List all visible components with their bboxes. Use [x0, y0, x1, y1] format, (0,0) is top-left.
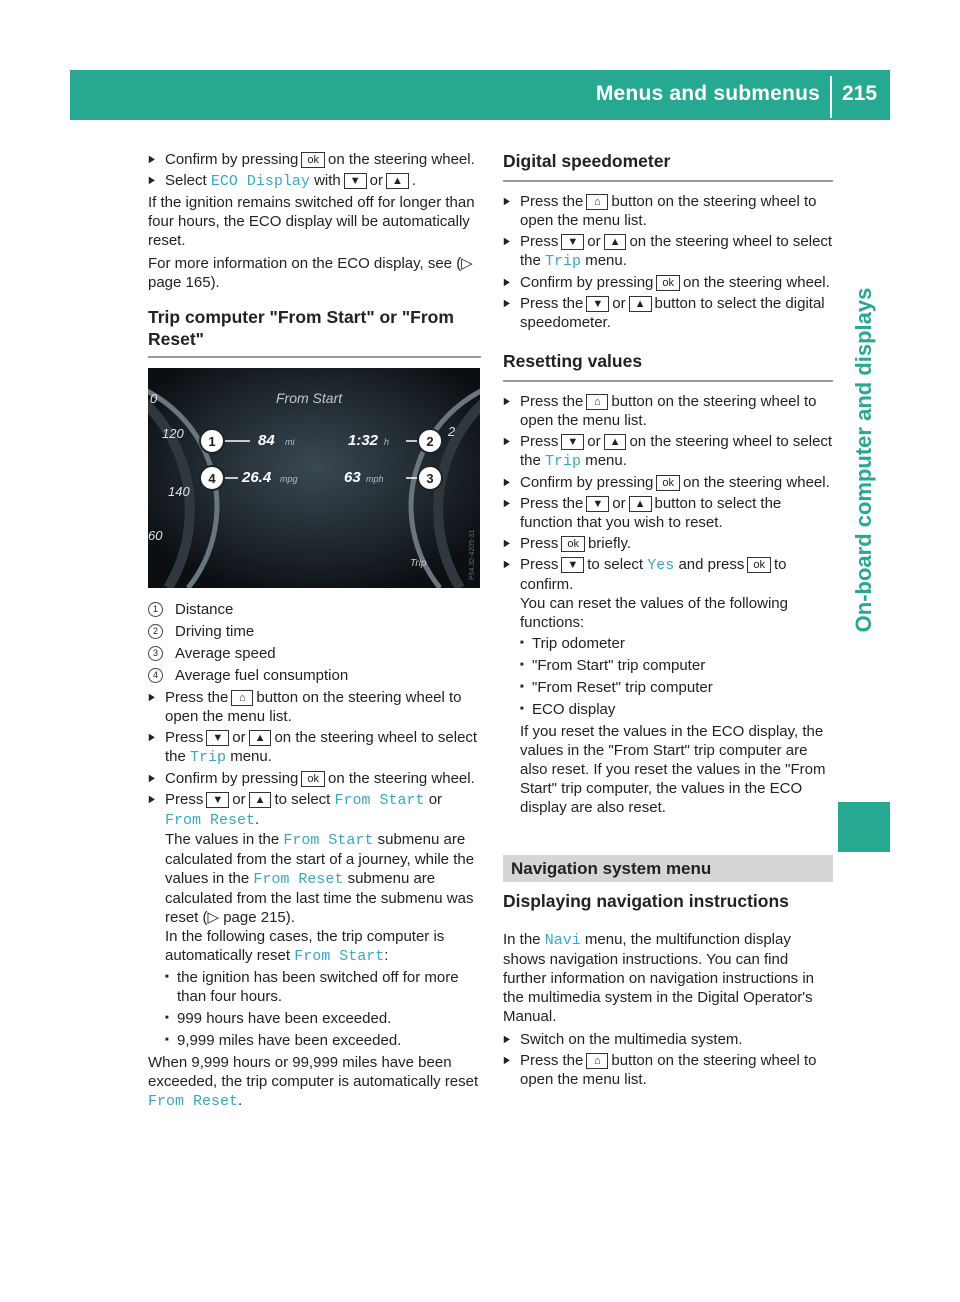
up-key-icon: ▲ [249, 730, 272, 746]
paragraph: When 9,999 hours or 99,999 miles have been exceeded, the trip computer is automatically reset From Reset. [148, 1054, 479, 1110]
section-band: Navigation system menu [503, 855, 833, 882]
legend-item: 3 Average speed [148, 644, 481, 663]
list-item: ■ the ignition has been switched off for more than four hours. [148, 968, 481, 1006]
section-heading: Trip computer "From Start" or "From Reset" [148, 306, 481, 358]
step: ▶ Press the ⌂ button on the steering wheel to open the menu list. [503, 192, 833, 230]
right-column [503, 150, 833, 1091]
step: ▶ Confirm by pressing ok on the steering wheel. [503, 273, 833, 292]
down-key-icon: ▼ [586, 296, 609, 312]
paragraph: For more information on the ECO display, see (▷ page 165). [148, 255, 473, 291]
header-divider [830, 76, 832, 118]
cluster-graphic [148, 368, 480, 588]
time-value: 1:32 [348, 432, 379, 449]
down-key-icon: ▼ [561, 557, 584, 573]
svg-text:4: 4 [208, 471, 216, 486]
section-heading: Resetting values [503, 350, 833, 382]
down-key-icon: ▼ [586, 496, 609, 512]
gauge-label: 60 [148, 528, 163, 543]
step: ▶ Press the ⌂ button on the steering wheel to open the menu list. [503, 1051, 833, 1089]
down-key-icon: ▼ [344, 173, 367, 189]
list-item: ■ 999 hours have been exceeded. [148, 1009, 481, 1028]
ok-key-icon: ok [301, 771, 325, 787]
gauge-label: 140 [168, 484, 190, 499]
step: ▶ Press ▼ or ▲ to select From Start or From Reset. The values in the From Start submenu are calculated from the start of a journey, while the values in the From Reset submenu are calculated from the last time the submenu was reset (▷ page 215). In the following cases, the trip computer is automatically reset From Start: [148, 790, 481, 966]
ok-key-icon: ok [747, 557, 771, 573]
chapter-label: On-board computer and displays [851, 287, 876, 633]
paragraph: In the Navi menu, the multifunction display shows navigation instructions. You can find further information on navigation instructions in the multimedia system in the Digital Operator's Manual. [503, 931, 815, 1025]
list-item: ■ ECO display [503, 700, 833, 719]
step: ▶ Press ok briefly. [503, 534, 833, 553]
step: ▶ Press ▼ or ▲ on the steering wheel to select the Trip menu. [503, 232, 833, 271]
home-key-icon: ⌂ [586, 194, 608, 210]
ok-key-icon: ok [656, 275, 680, 291]
home-key-icon: ⌂ [586, 394, 608, 410]
distance-unit: mi [285, 437, 295, 447]
menu-label: Trip [410, 558, 427, 569]
up-key-icon: ▲ [604, 434, 627, 450]
figure-code: P54.32-4205-31 [469, 529, 476, 580]
step: ▶ Press ▼ to select Yes and press ok to confirm. You can reset the values of the following functions: [503, 555, 833, 632]
step: ▶ Press the ▼ or ▲ button to select the digital speedometer. [503, 294, 833, 332]
down-key-icon: ▼ [561, 434, 584, 450]
step: ▶ Switch on the multimedia system. [503, 1030, 833, 1049]
speed-value: 63 [344, 469, 361, 486]
ok-key-icon: ok [656, 475, 680, 491]
up-key-icon: ▲ [604, 234, 627, 250]
fuel-unit: mpg [280, 474, 298, 484]
down-key-icon: ▼ [206, 730, 229, 746]
paragraph: If the ignition remains switched off for longer than four hours, the ECO display will be automatically reset. [148, 194, 475, 249]
callout-3-icon: 3 [148, 646, 163, 661]
step: ▶ Confirm by pressing ok on the steering wheel. [503, 473, 833, 492]
page-number: 215 [842, 82, 878, 105]
svg-text:3: 3 [426, 471, 434, 486]
instrument-cluster-image [148, 368, 480, 588]
down-key-icon: ▼ [206, 792, 229, 808]
chapter-tab-block [838, 802, 890, 852]
step: ▶ Press the ⌂ button on the steering wheel to open the menu list. [148, 688, 481, 726]
distance-value: 84 [258, 432, 275, 449]
step: ▶ Press the ⌂ button on the steering wheel to open the menu list. [503, 392, 833, 430]
step: ▶ Press ▼ or ▲ on the steering wheel to select the Trip menu. [148, 728, 481, 767]
gauge-label: 120 [162, 426, 184, 441]
home-key-icon: ⌂ [231, 690, 253, 706]
menu-code: ECO Display [210, 173, 310, 190]
down-key-icon: ▼ [561, 234, 584, 250]
time-unit: h [384, 437, 390, 447]
section-heading: Displaying navigation instructions [503, 891, 789, 911]
figure-title: From Start [276, 390, 343, 406]
ok-key-icon: ok [301, 152, 325, 168]
svg-text:2: 2 [426, 434, 434, 449]
legend-item: 4 Average fuel consumption [148, 666, 481, 685]
gauge-label: 0 [150, 391, 158, 406]
list-item: ■ "From Reset" trip computer [503, 678, 833, 697]
callout-1-icon: 1 [148, 602, 163, 617]
legend-item: 2 Driving time [148, 622, 481, 641]
up-key-icon: ▲ [629, 296, 652, 312]
ok-key-icon: ok [561, 536, 585, 552]
up-key-icon: ▲ [386, 173, 409, 189]
list-item: ■ "From Start" trip computer [503, 656, 833, 675]
step: ▶ Press ▼ or ▲ on the steering wheel to select the Trip menu. [503, 432, 833, 471]
home-key-icon: ⌂ [586, 1053, 608, 1069]
step: ▶ Confirm by pressing ok on the steering wheel. [148, 150, 481, 169]
fuel-value: 26.4 [242, 469, 272, 486]
section-heading: Digital speedometer [503, 150, 833, 182]
callout-4-icon: 4 [148, 668, 163, 683]
paragraph: If you reset the values in the ECO display, the values in the "From Start" trip computer are also reset. If you reset the values in the "From Start" trip computer, the values in the ECO display are also reset. [520, 723, 826, 816]
left-column [148, 150, 481, 1115]
list-item: ■ 9,999 miles have been exceeded. [148, 1031, 481, 1050]
legend-item: 1 Distance [148, 600, 481, 619]
gauge-label: 2 [448, 424, 456, 439]
step: ▶ Press the ▼ or ▲ button to select the function that you wish to reset. [503, 494, 833, 532]
step: ▶ Select ECO Display with ▼ or ▲ . [148, 171, 481, 191]
callout-2-icon: 2 [148, 624, 163, 639]
speed-unit: mph [366, 474, 384, 484]
step: ▶ Confirm by pressing ok on the steering wheel. [148, 769, 481, 788]
up-key-icon: ▲ [249, 792, 272, 808]
list-item: ■ Trip odometer [503, 634, 833, 653]
svg-text:1: 1 [208, 434, 216, 449]
up-key-icon: ▲ [629, 496, 652, 512]
page-section-title: Menus and submenus [595, 82, 820, 105]
